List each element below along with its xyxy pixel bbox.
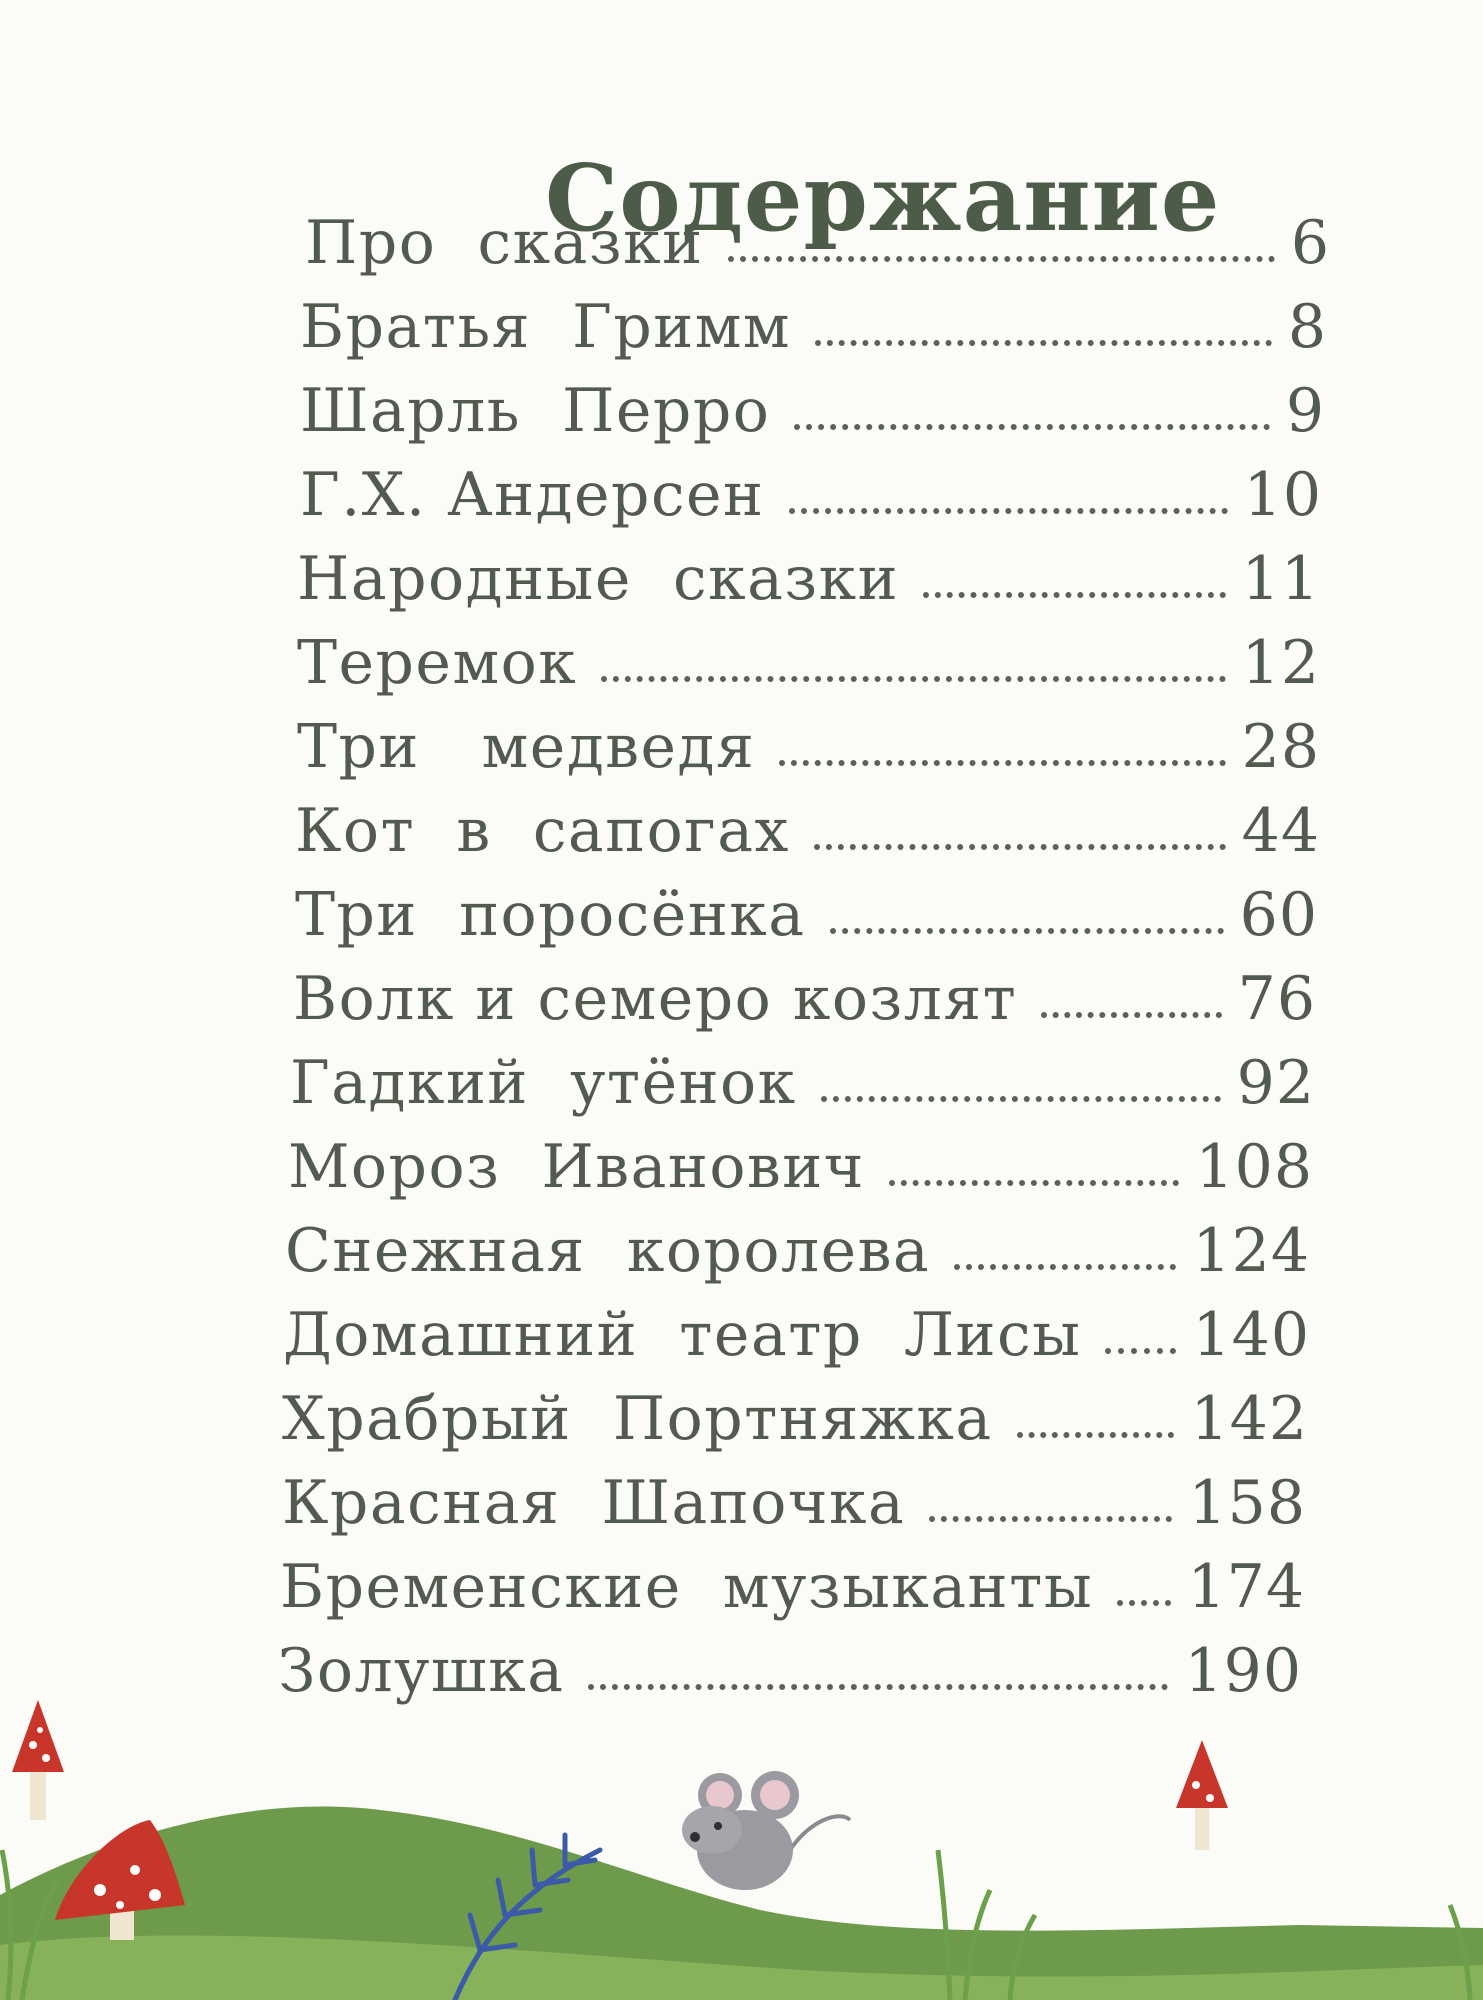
toc-entry-page-number: 11: [1241, 544, 1320, 614]
toc-entry-title: Бременские музыканты: [280, 1552, 1094, 1622]
toc-entry: [288, 1130, 1313, 1204]
toc-entry: [278, 1634, 1302, 1708]
toc-entry-page-number: 92: [1236, 1048, 1315, 1118]
dot-leader: [830, 928, 1224, 934]
dot-leader: [889, 1180, 1180, 1186]
toc-entry-title: Кот в сапогах: [295, 796, 790, 866]
toc-entry-title: Золушка: [278, 1636, 565, 1706]
toc-entry-page-number: 10: [1243, 460, 1322, 530]
toc-entry: [297, 542, 1320, 616]
toc-entry: [295, 878, 1318, 952]
toc-entry-title: Шарль Перро: [300, 376, 771, 446]
toc-entry: [305, 206, 1330, 280]
toc-entry-title: Три медведя: [297, 712, 756, 782]
dot-leader: [779, 760, 1225, 766]
toc-entry-page-number: 76: [1237, 964, 1316, 1034]
toc-entry: [295, 794, 1320, 868]
toc-entry: [283, 1298, 1310, 1372]
meadow-illustration: [0, 1700, 1483, 2000]
dot-leader: [954, 1264, 1176, 1270]
toc-entry: [285, 1214, 1310, 1288]
toc-entry-title: Домашний театр Лисы: [283, 1300, 1082, 1370]
dot-leader: [821, 1096, 1221, 1102]
toc-entry: [282, 1382, 1308, 1456]
dot-leader: [923, 592, 1226, 598]
toc-entry: [280, 1550, 1305, 1624]
toc-entry-page-number: 44: [1241, 796, 1320, 866]
page-title: Содержание: [545, 143, 1221, 252]
toc-entry-page-number: 6: [1290, 208, 1330, 278]
toc-entry-title: Волк и семеро козлят: [293, 964, 1018, 1034]
toc-entry-title: Мороз Иванович: [288, 1132, 865, 1202]
toc-entry-page-number: 9: [1285, 376, 1325, 446]
toc-entry-page-number: 8: [1287, 292, 1327, 362]
toc-entry-page-number: 158: [1188, 1468, 1306, 1538]
dot-leader: [601, 676, 1225, 682]
mushroom-icon: [12, 1700, 64, 1820]
toc-entry-title: Братья Гримм: [300, 292, 792, 362]
toc-entry-page-number: 60: [1239, 880, 1318, 950]
dot-leader: [789, 508, 1228, 514]
toc-entry-title: Снежная королева: [285, 1216, 931, 1286]
toc-entry-title: Гадкий утёнок: [290, 1048, 797, 1118]
toc-entry: [300, 458, 1322, 532]
toc-entry: [300, 374, 1325, 448]
toc-entry: [297, 710, 1320, 784]
mushroom-icon: [1176, 1740, 1228, 1850]
mouse-icon: [682, 1771, 850, 1890]
dot-leader: [1017, 1432, 1175, 1438]
toc-entry-page-number: 142: [1190, 1384, 1308, 1454]
toc-entry-title: Г.Х. Андерсен: [300, 460, 765, 530]
toc-entry-title: Храбрый Портняжка: [282, 1384, 993, 1454]
toc-entry-page-number: 190: [1184, 1636, 1302, 1706]
toc-entry-title: Про сказки: [305, 208, 704, 278]
toc-entry-page-number: 12: [1241, 628, 1320, 698]
toc-entry-title: Теремок: [297, 628, 578, 698]
dot-leader: [1105, 1348, 1176, 1354]
dot-leader: [1041, 1012, 1221, 1018]
dot-leader: [588, 1684, 1168, 1690]
toc-entry-title: Три поросёнка: [295, 880, 806, 950]
dot-leader: [728, 256, 1275, 262]
toc-entry-page-number: 108: [1195, 1132, 1313, 1202]
toc-entry-page-number: 174: [1187, 1552, 1305, 1622]
dot-leader: [814, 844, 1226, 850]
dot-leader: [815, 340, 1272, 346]
toc-entry: [300, 290, 1327, 364]
toc-entry: [297, 626, 1320, 700]
toc-entry-page-number: 28: [1241, 712, 1320, 782]
toc-entry-page-number: 140: [1192, 1300, 1310, 1370]
toc-entry: [282, 1466, 1306, 1540]
toc-entry: [290, 1046, 1315, 1120]
toc-entry-title: Красная Шапочка: [282, 1468, 906, 1538]
dot-leader: [1117, 1600, 1171, 1606]
toc-entry-page-number: 124: [1192, 1216, 1310, 1286]
dot-leader: [794, 424, 1269, 430]
dot-leader: [929, 1516, 1172, 1522]
toc-entry: [293, 962, 1316, 1036]
toc-entry-title: Народные сказки: [297, 544, 900, 614]
